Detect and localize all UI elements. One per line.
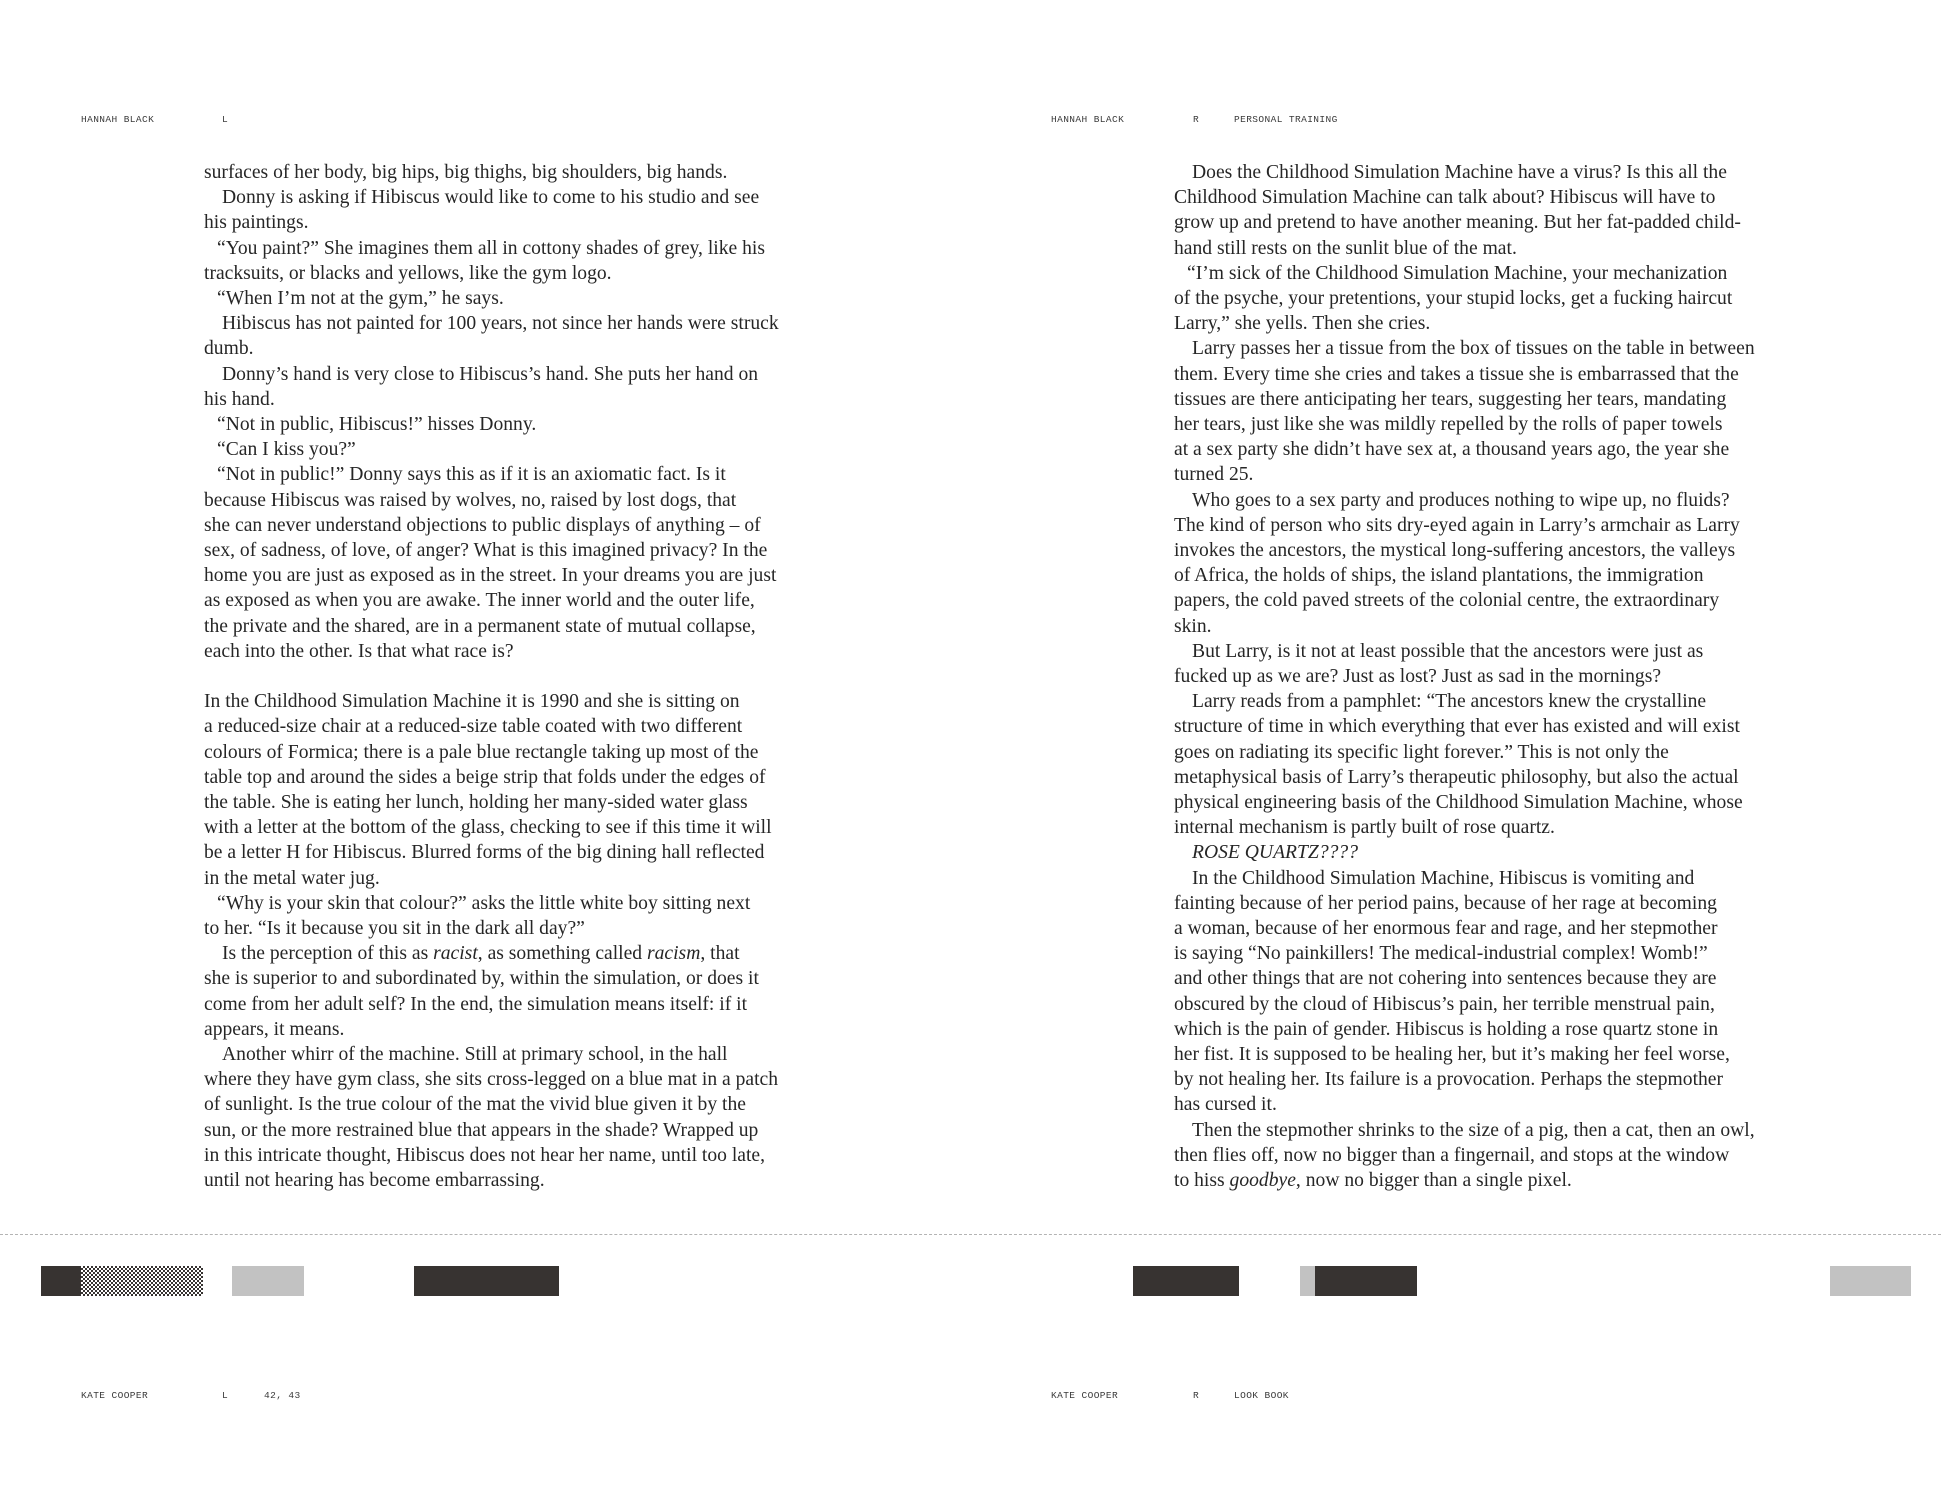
text-line: Larry,” she yells. Then she cries. (1174, 313, 1431, 335)
text-line: has cursed it. (1174, 1094, 1277, 1116)
header-left-author: HANNAH BLACK (81, 114, 155, 125)
text-line: tissues are there anticipating her tears, suggesting her tears, mandating (1174, 388, 1727, 410)
text-line: in the metal water jug. (204, 867, 380, 889)
text-line: sun, or the more restrained blue that appears in the shade? Wrapped up (204, 1119, 759, 1141)
dark-block (414, 1266, 559, 1296)
text-line: and other things that are not cohering into sentences because they are (1174, 968, 1717, 990)
text-line: Then the stepmother shrinks to the size of a pig, then a cat, then an owl, (1192, 1119, 1755, 1141)
header-left-side: L (222, 114, 229, 125)
text-line: grow up and pretend to have another meaning. But her fat-padded child- (1174, 212, 1741, 234)
text-line: Hibiscus has not painted for 100 years, not since her hands were struck (222, 313, 779, 335)
text-line: internal mechanism is partly built of rose quartz. (1174, 817, 1555, 839)
text-line: the private and the shared, are in a permanent state of mutual collapse, (204, 615, 756, 637)
text-line: “Not in public!” Donny says this as if it is an axiomatic fact. Is it (217, 464, 726, 486)
text-line: a reduced-size chair at a reduced-size table coated with two different (204, 716, 743, 738)
checker-pattern-block (81, 1266, 203, 1296)
text-run: , now no bigger than a single pixel. (1295, 1170, 1572, 1191)
text-line: metaphysical basis of Larry’s therapeutic philosophy, but also the actual (1174, 766, 1739, 788)
text-line: she is superior to and subordinated by, within the simulation, or does it (204, 968, 759, 990)
text-line: invokes the ancestors, the mystical long-suffering ancestors, the valleys (1174, 540, 1736, 561)
text-line: Who goes to a sex party and produces nothing to wipe up, no fluids? (1192, 489, 1730, 511)
text-line: Childhood Simulation Machine can talk about? Hibiscus will have to (1174, 187, 1716, 209)
text-line: the table. She is eating her lunch, holding her many-sided water glass (204, 792, 748, 813)
text-line (1174, 1168, 1572, 1193)
text-line: as exposed as when you are awake. The inner world and the outer life, (204, 590, 755, 612)
text-line: them. Every time she cries and takes a tissue she is embarrassed that the (1174, 363, 1739, 385)
italic-goodbye: goodbye (1229, 1170, 1296, 1191)
text-line: of the psyche, your pretentions, your stupid locks, get a fucking haircut (1174, 288, 1733, 309)
text-line: appears, it means. (204, 1018, 345, 1040)
text-line: Larry passes her a tissue from the box of tissues on the table in between (1192, 338, 1755, 360)
italic-rose-quartz: ROSE QUARTZ???? (1192, 842, 1359, 864)
text-line: her tears, just like she was mildly repelled by the rolls of paper towels (1174, 414, 1723, 435)
footer-right-title: LOOK BOOK (1234, 1390, 1289, 1401)
text-line: a woman, because of her enormous fear and rage, and her stepmother (1174, 918, 1718, 939)
text-line: In the Childhood Simulation Machine, Hibiscus is vomiting and (1192, 867, 1695, 889)
gray-block (1300, 1266, 1315, 1296)
text-line: skin. (1174, 615, 1212, 637)
text-line: fucked up as we are? Just as lost? Just as sad in the mornings? (1174, 666, 1662, 687)
text-line: The kind of person who sits dry-eyed again in Larry’s armchair as Larry (1174, 514, 1740, 536)
text-line: she can never understand objections to public displays of anything – of (204, 514, 761, 536)
text-line: “When I’m not at the gym,” he says. (217, 288, 504, 309)
text-line: “Why is your skin that colour?” asks the little white boy sitting next (217, 892, 751, 914)
text-line: home you are just as exposed as in the street. In your dreams you are just (204, 565, 777, 587)
text-line: table top and around the sides a beige strip that folds under the edges of (204, 766, 766, 788)
text-line: to her. “Is it because you sit in the dark all day?” (204, 918, 585, 939)
text-line: Another whirr of the machine. Still at primary school, in the hall (222, 1044, 728, 1065)
text-line: be a letter H for Hibiscus. Blurred forms of the big dining hall reflected (204, 842, 765, 864)
text-line: his paintings. (204, 212, 309, 234)
text-line: physical engineering basis of the Childhood Simulation Machine, whose (1174, 792, 1743, 813)
text-line: her fist. It is supposed to be healing her, but it’s making her feel worse, (1174, 1044, 1730, 1065)
text-line: Donny’s hand is very close to Hibiscus’s hand. She puts her hand on (222, 363, 759, 385)
text-line: In the Childhood Simulation Machine it is 1990 and she is sitting on (204, 691, 740, 713)
text-line: his hand. (204, 388, 275, 410)
text-line: papers, the cold paved streets of the colonial centre, the extraordinary (1174, 590, 1720, 612)
text-line: with a letter at the bottom of the glass, checking to see if this time it will (204, 817, 772, 839)
text-line: Larry reads from a pamphlet: “The ancestors knew the crystalline (1192, 691, 1707, 713)
footer-left-author: KATE COOPER (81, 1390, 149, 1401)
gray-block (1830, 1266, 1911, 1296)
text-line: then flies off, now no bigger than a fingernail, and stops at the window (1174, 1144, 1730, 1166)
text-line: tracksuits, or blacks and yellows, like the gym logo. (204, 262, 612, 284)
text-line: “I’m sick of the Childhood Simulation Machine, your mechanization (1187, 262, 1728, 284)
text-run: Is the perception of this as (222, 943, 434, 965)
text-line: obscured by the cloud of Hibiscus’s pain, her terrible menstrual pain, (1174, 993, 1715, 1015)
text-line: Does the Childhood Simulation Machine have a virus? Is this all the (1192, 162, 1727, 183)
footer-right-author: KATE COOPER (1051, 1390, 1119, 1401)
text-line: of Africa, the holds of ships, the island plantations, the immigration (1174, 565, 1704, 587)
header-right-author: HANNAH BLACK (1051, 114, 1125, 125)
gray-block (232, 1266, 304, 1296)
text-line (1192, 840, 1358, 865)
text-line: Donny is asking if Hibiscus would like to come to his studio and see (222, 187, 760, 209)
text-line: “Can I kiss you?” (217, 439, 356, 461)
text-line: is saying “No painkillers! The medical-industrial complex! Womb!” (1174, 943, 1708, 965)
text-line: come from her adult self? In the end, the simulation means itself: if it (204, 993, 748, 1015)
page-numbers: 42, 43 (264, 1390, 301, 1401)
dashed-cut-line (0, 1234, 1941, 1235)
text-line: where they have gym class, she sits cross-legged on a blue mat in a patch (204, 1069, 779, 1091)
text-line: surfaces of her body, big hips, big thighs, big shoulders, big hands. (204, 162, 728, 183)
dark-block (41, 1266, 81, 1296)
text-line: until not hearing has become embarrassing. (204, 1170, 545, 1191)
text-line: of sunlight. Is the true colour of the mat the vivid blue given it by the (204, 1094, 746, 1116)
dark-block (1133, 1266, 1239, 1296)
text-line: hand still rests on the sunlit blue of the mat. (1174, 237, 1517, 259)
text-line: which is the pain of gender. Hibiscus is holding a rose quartz stone in (1174, 1018, 1719, 1040)
footer-right-side: R (1193, 1390, 1200, 1401)
text-line: fainting because of her period pains, because of her rage at becoming (1174, 892, 1717, 914)
text-line: turned 25. (1174, 464, 1254, 486)
text-line: sex, of sadness, of love, of anger? What is this imagined privacy? In the (204, 540, 768, 561)
dark-block (1315, 1266, 1417, 1296)
text-line: colours of Formica; there is a pale blue rectangle taking up most of the (204, 741, 759, 763)
text-line: each into the other. Is that what race is? (204, 640, 514, 662)
text-run: to hiss (1174, 1170, 1230, 1191)
header-right-title: PERSONAL TRAINING (1234, 114, 1338, 125)
text-line (222, 941, 740, 966)
footer-left-side: L (222, 1390, 229, 1401)
text-run: , that (700, 943, 740, 965)
text-line: structure of time in which everything that ever has existed and will exist (1174, 716, 1740, 738)
text-run: , as something called (477, 943, 647, 965)
text-line: But Larry, is it not at least possible that the ancestors were just as (1192, 640, 1704, 662)
header-right-side: R (1193, 114, 1200, 125)
text-line: by not healing her. Its failure is a provocation. Perhaps the stepmother (1174, 1069, 1724, 1091)
text-line: at a sex party she didn’t have sex at, a thousand years ago, the year she (1174, 439, 1730, 461)
italic-racist: racist (433, 943, 478, 965)
italic-racism: racism (647, 943, 701, 965)
text-line: because Hibiscus was raised by wolves, no, raised by lost dogs, that (204, 489, 737, 511)
text-line: “You paint?” She imagines them all in cottony shades of grey, like his (217, 237, 765, 259)
text-line: goes on radiating its specific light forever.” This is not only the (1174, 741, 1669, 763)
text-line: dumb. (204, 338, 254, 360)
text-line: in this intricate thought, Hibiscus does not hear her name, until too late, (204, 1144, 766, 1166)
text-line: “Not in public, Hibiscus!” hisses Donny. (217, 414, 537, 435)
